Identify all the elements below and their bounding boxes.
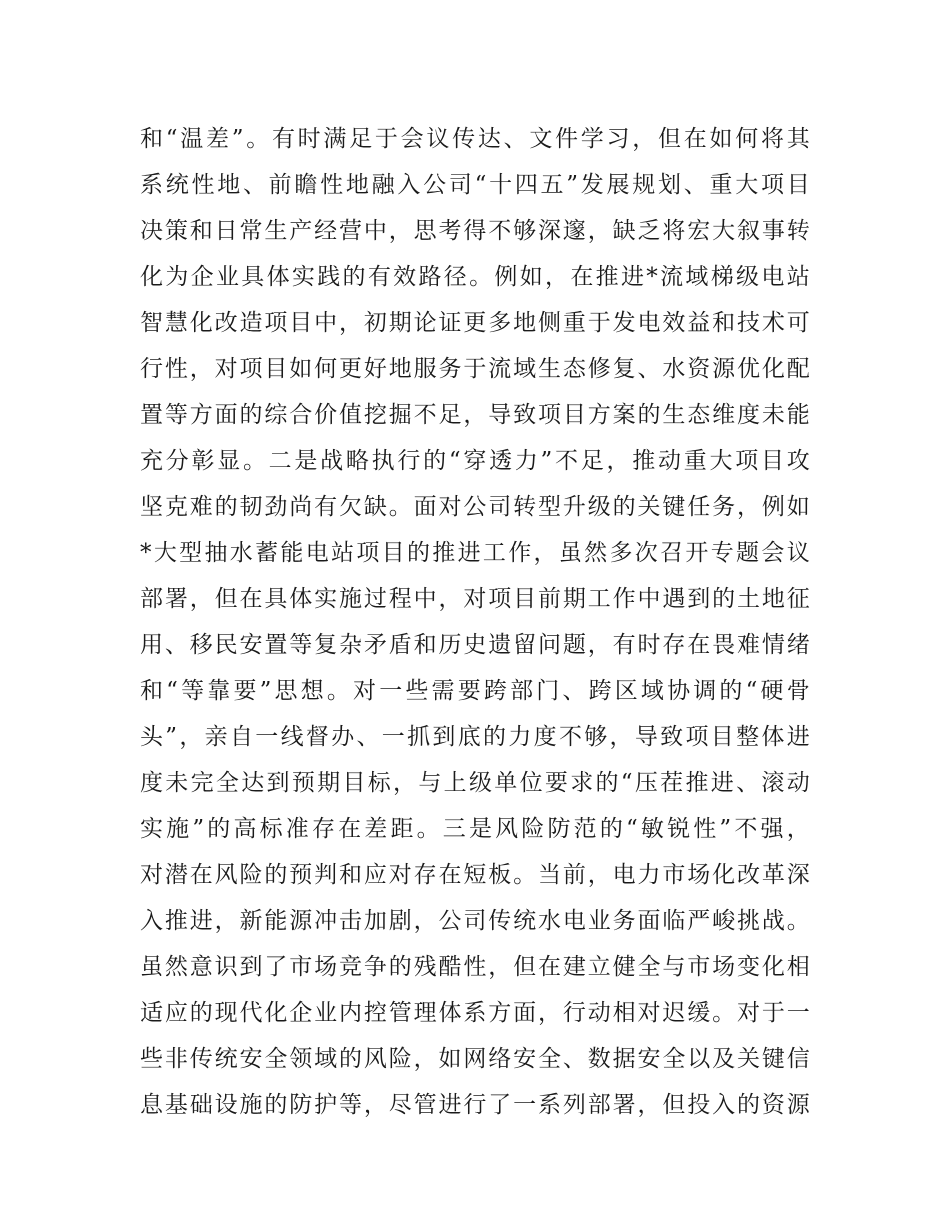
text-line-12: 用、移民安置等复杂矛盾和历史遗留问题，有时存在畏难情绪 (140, 632, 810, 658)
text-line-10: *大型抽水蓄能电站项目的推进工作，虽然多次召开专题会议 (140, 540, 810, 566)
text-line-6: 行性，对项目如何更好地服务于流域生态修复、水资源优化配 (140, 356, 810, 382)
text-line-15: 度未完全达到预期目标，与上级单位要求的“压茬推进、滚动 (140, 770, 810, 796)
text-line-13: 和“等靠要”思想。对一些需要跨部门、跨区域协调的“硬骨 (140, 678, 810, 704)
text-line-21: 些非传统安全领域的风险，如网络安全、数据安全以及关键信 (140, 1046, 810, 1072)
text-line-3: 决策和日常生产经营中，思考得不够深邃，缺乏将宏大叙事转 (140, 218, 810, 244)
text-line-9: 坚克难的韧劲尚有欠缺。面对公司转型升级的关键任务，例如 (140, 494, 810, 520)
body-paragraph (140, 116, 810, 1128)
text-line-19: 虽然意识到了市场竞争的残酷性，但在建立健全与市场变化相 (140, 954, 810, 980)
text-line-11: 部署，但在具体实施过程中，对项目前期工作中遇到的土地征 (140, 586, 810, 612)
text-line-17: 对潜在风险的预判和应对存在短板。当前，电力市场化改革深 (140, 862, 810, 888)
text-line-18: 入推进，新能源冲击加剧，公司传统水电业务面临严峻挑战。 (140, 908, 810, 934)
text-line-5: 智慧化改造项目中，初期论证更多地侧重于发电效益和技术可 (140, 310, 810, 336)
text-line-8: 充分彰显。二是战略执行的“穿透力”不足，推动重大项目攻 (140, 448, 810, 474)
text-line-7: 置等方面的综合价值挖掘不足，导致项目方案的生态维度未能 (140, 402, 810, 428)
text-line-22: 息基础设施的防护等，尽管进行了一系列部署，但投入的资源 (140, 1092, 810, 1118)
text-line-16: 实施”的高标准存在差距。三是风险防范的“敏锐性”不强， (140, 816, 810, 842)
text-line-20: 适应的现代化企业内控管理体系方面，行动相对迟缓。对于一 (140, 1000, 810, 1026)
text-line-1: 和“温差”。有时满足于会议传达、文件学习，但在如何将其 (140, 126, 810, 152)
text-line-4: 化为企业具体实践的有效路径。例如，在推进*流域梯级电站 (140, 264, 810, 290)
text-line-2: 系统性地、前瞻性地融入公司“十四五”发展规划、重大项目 (140, 172, 810, 198)
text-line-14: 头”，亲自一线督办、一抓到底的力度不够，导致项目整体进 (140, 724, 810, 750)
